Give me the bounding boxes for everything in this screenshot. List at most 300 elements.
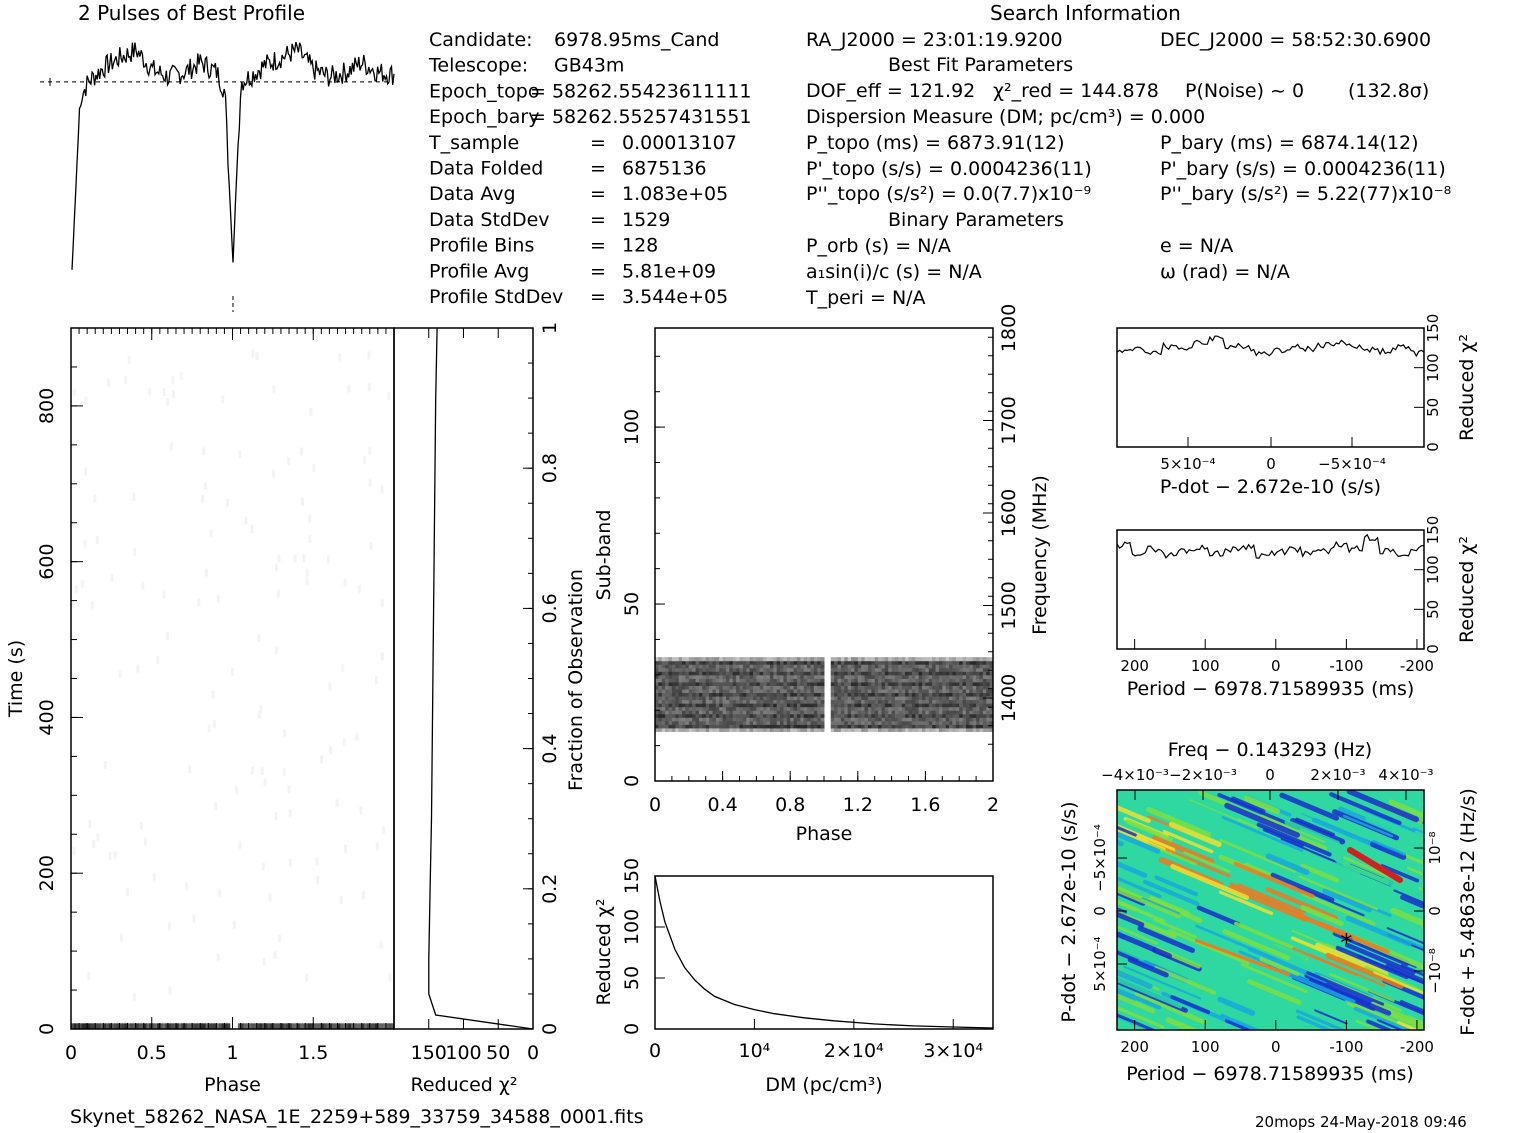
subband-cell <box>929 703 933 707</box>
subband-cell <box>685 675 689 679</box>
subband-cell <box>729 661 733 665</box>
subband-cell <box>929 689 933 693</box>
subband-cell <box>979 724 983 728</box>
time-phase-noise <box>73 389 76 397</box>
subband-cell <box>912 710 916 714</box>
subband-cell <box>956 689 960 693</box>
subband-cell <box>929 700 933 704</box>
subband-cell <box>898 682 902 686</box>
subband-cell <box>797 671 801 675</box>
period-pdot-streak <box>1473 890 1517 910</box>
subband-cell <box>949 724 953 728</box>
subband-cell <box>746 693 750 697</box>
subband-cell <box>767 682 771 686</box>
subband-cell <box>807 700 811 704</box>
subband-cell <box>733 710 737 714</box>
time-phase-noise <box>166 632 169 640</box>
subband-cell <box>905 689 909 693</box>
subband-cell <box>665 664 669 668</box>
subband-cell <box>780 717 784 721</box>
p-topo-text: P_topo (ms) = 6873.91(12) <box>806 132 1065 154</box>
period-pdot-streak <box>1478 836 1517 860</box>
subband-cell <box>979 721 983 725</box>
subband-cell <box>817 707 821 711</box>
subband-cell <box>729 714 733 718</box>
subband-cell <box>685 710 689 714</box>
subband-cell <box>814 657 818 661</box>
subband-cell <box>844 724 848 728</box>
subband-cell <box>658 696 662 700</box>
subband-cell <box>915 693 919 697</box>
footer-stamp: 20mops 24-May-2018 09:46 <box>1255 1113 1467 1131</box>
subband-cell <box>875 668 879 672</box>
subband-cell <box>675 721 679 725</box>
subband-cell <box>726 707 730 711</box>
subband-cell <box>729 678 733 682</box>
subband-cell <box>800 710 804 714</box>
subband-cell <box>861 707 865 711</box>
subband-cell <box>719 671 723 675</box>
subband-cell <box>898 728 902 732</box>
subband-cell <box>767 689 771 693</box>
subband-cell <box>783 703 787 707</box>
subband-cell <box>763 685 767 689</box>
subband-cell <box>838 693 842 697</box>
subband-cell <box>797 721 801 725</box>
subband-cell <box>814 661 818 665</box>
subband-cell <box>729 717 733 721</box>
subband-ytick-label: 100 <box>621 408 643 446</box>
subband-cell <box>746 724 750 728</box>
time-phase-noise <box>268 894 271 902</box>
period_chi2-xtick-label: -200 <box>1399 657 1434 675</box>
subband-cell <box>682 696 686 700</box>
subband-cell <box>841 678 845 682</box>
subband-cell <box>790 707 794 711</box>
subband-cell <box>746 661 750 665</box>
subband-cell <box>712 661 716 665</box>
subband-cell <box>767 678 771 682</box>
subband-cell <box>909 678 913 682</box>
subband-cell <box>672 707 676 711</box>
subband-cell <box>804 664 808 668</box>
subband-cell <box>912 664 916 668</box>
fraction-tick-label: 0.8 <box>539 453 561 484</box>
time-phase-noise <box>119 670 122 678</box>
subband-cell <box>963 675 967 679</box>
subband-cell <box>726 678 730 682</box>
subband-cell <box>719 682 723 686</box>
subband-cell <box>672 717 676 721</box>
subband-cell <box>912 671 916 675</box>
subband-cell <box>800 703 804 707</box>
subband-cell <box>885 664 889 668</box>
subband-cell <box>804 693 808 697</box>
subband-cell <box>885 693 889 697</box>
subband-cell <box>915 657 919 661</box>
subband-cell <box>848 682 852 686</box>
subband-cell <box>841 689 845 693</box>
subband-cell <box>952 693 956 697</box>
subband-cell <box>709 696 713 700</box>
subband-cell <box>756 703 760 707</box>
subband-cell <box>669 685 673 689</box>
time-phase-xtick-label: 0 <box>64 1042 78 1064</box>
subband-cell <box>858 657 862 661</box>
subband-cell <box>909 728 913 732</box>
subband-cell <box>740 668 744 672</box>
subband-cell <box>726 700 730 704</box>
subband-cell <box>895 724 899 728</box>
subband-cell <box>682 703 686 707</box>
subband-cell <box>831 657 835 661</box>
subband-cell <box>932 671 936 675</box>
chi2-time-xtick-label: 0 <box>526 1042 540 1064</box>
time-phase-noise <box>238 450 241 458</box>
subband-cell <box>770 714 774 718</box>
subband-cell <box>976 693 980 697</box>
subband-cell <box>821 685 825 689</box>
subband-cell <box>868 693 872 697</box>
chi2-time-panel <box>394 322 587 1096</box>
subband-cell <box>929 685 933 689</box>
subband-cell <box>783 728 787 732</box>
subband-cell <box>885 657 889 661</box>
subband-cell <box>797 703 801 707</box>
time-phase-noise <box>355 733 358 741</box>
subband-cell <box>800 685 804 689</box>
subband-cell <box>800 668 804 672</box>
subband-cell <box>885 682 889 686</box>
subband-cell <box>716 724 720 728</box>
time-phase-noise <box>257 634 260 642</box>
subband-cell <box>915 728 919 732</box>
subband-cell <box>814 717 818 721</box>
subband-cell <box>983 721 987 725</box>
subband-cell <box>756 714 760 718</box>
subband-cell <box>979 717 983 721</box>
subband-ytick-label: 50 <box>621 591 643 617</box>
time-phase-noise <box>244 517 247 525</box>
subband-cell <box>777 724 781 728</box>
time-phase-noise <box>283 768 286 776</box>
subband-cell <box>952 657 956 661</box>
subband-cell <box>685 689 689 693</box>
subband-cell <box>733 661 737 665</box>
pdot-chi2-panel <box>1117 314 1478 498</box>
subband-cell <box>831 664 835 668</box>
subband-cell <box>932 668 936 672</box>
subband-cell <box>706 700 710 704</box>
time-phase-frame <box>71 328 394 1029</box>
subband-cell <box>892 724 896 728</box>
period_chi2-xtick-label: 100 <box>1190 657 1220 675</box>
subband-cell <box>841 721 845 725</box>
subband-cell <box>922 696 926 700</box>
subband-cell <box>831 700 835 704</box>
subband-cell <box>909 696 913 700</box>
time-phase-noise <box>275 563 278 571</box>
subband-cell <box>878 682 882 686</box>
subband-cell <box>777 671 781 675</box>
time-phase-noise <box>120 933 123 941</box>
subband-cell <box>959 682 963 686</box>
subband-cell <box>881 682 885 686</box>
time-phase-noise <box>369 479 372 487</box>
subband-cell <box>814 700 818 704</box>
subband-cell <box>909 693 913 697</box>
subband-cell <box>956 696 960 700</box>
subband-cell <box>885 700 889 704</box>
subband-cell <box>746 675 750 679</box>
period_chi2-xtick-label: 200 <box>1120 657 1149 675</box>
subband-cell <box>702 678 706 682</box>
subband-cell <box>854 671 858 675</box>
subband-cell <box>892 693 896 697</box>
time-phase-noise <box>128 356 131 364</box>
subband-cell <box>716 661 720 665</box>
subband-cell <box>658 710 662 714</box>
subband-cell <box>915 678 919 682</box>
subband-cell <box>740 696 744 700</box>
subband-cell <box>871 693 875 697</box>
period-pdot-xtick-label: -200 <box>1399 1038 1434 1056</box>
subband-cell <box>777 693 781 697</box>
subband-cell <box>777 721 781 725</box>
subband-cell <box>740 717 744 721</box>
subband-cell <box>959 685 963 689</box>
subband-cell <box>682 661 686 665</box>
subband-cell <box>716 685 720 689</box>
subband-cell <box>966 710 970 714</box>
subband-cell <box>976 717 980 721</box>
subband-cell <box>712 685 716 689</box>
candidate-info-equals: = <box>590 286 606 308</box>
subband-cell <box>740 661 744 665</box>
subband-cell <box>834 714 838 718</box>
subband-cell <box>831 696 835 700</box>
subband-cell <box>919 661 923 665</box>
subband-cell <box>685 700 689 704</box>
subband-cell <box>865 703 869 707</box>
subband-cell <box>716 689 720 693</box>
subband-cell <box>939 721 943 725</box>
subband-cell <box>952 661 956 665</box>
subband-cell <box>753 664 757 668</box>
subband-cell <box>740 714 744 718</box>
subband-cell <box>679 661 683 665</box>
subband-cell <box>932 721 936 725</box>
subband-cell <box>956 657 960 661</box>
subband-cell <box>909 657 913 661</box>
pdd-bary-text: P''_bary (s/s²) = 5.22(77)x10⁻⁸ <box>1160 183 1452 205</box>
subband-cell <box>763 689 767 693</box>
subband-cell <box>770 675 774 679</box>
subband-cell <box>743 657 747 661</box>
subband-cell <box>963 696 967 700</box>
subband-cell <box>675 728 679 732</box>
subband-cell <box>733 664 737 668</box>
subband-cell <box>929 661 933 665</box>
period-pdot-left-tick-label: 0 <box>1091 906 1109 916</box>
subband-cell <box>861 721 865 725</box>
subband-cell <box>669 675 673 679</box>
subband-cell <box>777 664 781 668</box>
subband-cell <box>966 696 970 700</box>
subband-cell <box>881 668 885 672</box>
time-phase-noise <box>114 851 117 859</box>
subband-cell <box>672 710 676 714</box>
subband-cell <box>932 657 936 661</box>
subband-cell <box>736 678 740 682</box>
time-phase-xtick-label: 0.5 <box>136 1042 167 1064</box>
time-phase-noise <box>212 691 215 699</box>
subband-cell <box>804 668 808 672</box>
subband-cell <box>787 707 791 711</box>
subband-cell <box>689 728 693 732</box>
subband-cell <box>929 657 933 661</box>
subband-cell <box>909 689 913 693</box>
subband-cell <box>841 657 845 661</box>
subband-cell <box>804 661 808 665</box>
subband-cell <box>851 721 855 725</box>
time-phase-noise <box>272 470 275 478</box>
subband-cell <box>662 664 666 668</box>
subband-cell <box>929 696 933 700</box>
subband-cell <box>976 696 980 700</box>
subband-cell <box>679 668 683 672</box>
subband-cell <box>807 703 811 707</box>
subband-cell <box>983 671 987 675</box>
omega-text: ω (rad) = N/A <box>1160 261 1290 283</box>
subband-cell <box>838 721 842 725</box>
subband-cell <box>969 700 973 704</box>
subband-cell <box>898 721 902 725</box>
subband-cell <box>767 664 771 668</box>
subband-cell <box>743 703 747 707</box>
subband-cell <box>712 671 716 675</box>
subband-cell <box>959 671 963 675</box>
time-phase-noise <box>255 352 258 360</box>
period-pdot-streak <box>1479 825 1517 856</box>
subband-cell <box>669 678 673 682</box>
subband-cell <box>760 661 764 665</box>
subband-cell <box>932 717 936 721</box>
subband-cell <box>834 689 838 693</box>
subband-cell <box>936 703 940 707</box>
subband-cell <box>861 678 865 682</box>
subband-cell <box>770 707 774 711</box>
subband-cell <box>936 685 940 689</box>
subband-cell <box>702 689 706 693</box>
subband-cell <box>780 693 784 697</box>
subband-cell <box>662 661 666 665</box>
subband-cell <box>986 657 990 661</box>
subband-cell <box>665 714 669 718</box>
time-phase-noise <box>92 840 95 848</box>
subband-cell <box>814 710 818 714</box>
subband-cell <box>952 664 956 668</box>
subband-cell <box>966 714 970 718</box>
subband-cell <box>952 721 956 725</box>
subband-cell <box>915 689 919 693</box>
subband-cell <box>733 685 737 689</box>
subband-cell <box>750 717 754 721</box>
subband-cell <box>763 728 767 732</box>
time-phase-noise <box>217 595 220 603</box>
dm-xtick-label: 10⁴ <box>738 1040 771 1062</box>
subband-cell <box>767 661 771 665</box>
subband-cell <box>814 678 818 682</box>
subband-cell <box>780 661 784 665</box>
subband-cell <box>976 724 980 728</box>
subband-cell <box>702 675 706 679</box>
period_chi2-ylabel: Reduced χ² <box>1456 536 1478 643</box>
subband-cell <box>729 664 733 668</box>
subband-cell <box>777 707 781 711</box>
subband-cell <box>729 668 733 672</box>
subband-cell <box>740 678 744 682</box>
subband-cell <box>733 700 737 704</box>
subband-cell <box>669 689 673 693</box>
time-phase-noise <box>209 529 212 537</box>
subband-cell <box>838 714 842 718</box>
subband-cell <box>912 685 916 689</box>
subband-cell <box>787 675 791 679</box>
subband-cell <box>939 682 943 686</box>
subband-cell <box>675 661 679 665</box>
chi2-time-xtick-label: 50 <box>486 1042 511 1064</box>
subband-cell <box>959 721 963 725</box>
subband-cell <box>854 714 858 718</box>
pd-bary-text: P'_bary (s/s) = 0.0004236(11) <box>1160 158 1446 180</box>
subband-cell <box>963 661 967 665</box>
subband-cell <box>699 657 703 661</box>
subband-cell <box>949 703 953 707</box>
subband-cell <box>689 671 693 675</box>
subband-cell <box>787 678 791 682</box>
time-phase-noise <box>369 542 372 550</box>
subband-cell <box>942 671 946 675</box>
subband-cell <box>773 689 777 693</box>
subband-cell <box>983 689 987 693</box>
subband-cell <box>919 671 923 675</box>
subband-cell <box>949 682 953 686</box>
subband-cell <box>800 717 804 721</box>
subband-cell <box>750 724 754 728</box>
subband-cell <box>740 724 744 728</box>
subband-cell <box>898 678 902 682</box>
subband-cell <box>746 703 750 707</box>
subband-cell <box>919 675 923 679</box>
subband-cell <box>797 693 801 697</box>
subband-cell <box>743 707 747 711</box>
subband-cell <box>902 700 906 704</box>
subband-cell <box>963 707 967 711</box>
subband-cell <box>733 714 737 718</box>
subband-cell <box>973 714 977 718</box>
subband-cell <box>851 685 855 689</box>
fraction-label: Fraction of Observation <box>565 569 587 791</box>
subband-cell <box>844 675 848 679</box>
subband-cell <box>719 661 723 665</box>
subband-cell <box>888 721 892 725</box>
subband-cell <box>682 728 686 732</box>
subband-cell <box>753 668 757 672</box>
time-phase-noise <box>208 725 211 733</box>
subband-cell <box>770 685 774 689</box>
subband-cell <box>942 714 946 718</box>
